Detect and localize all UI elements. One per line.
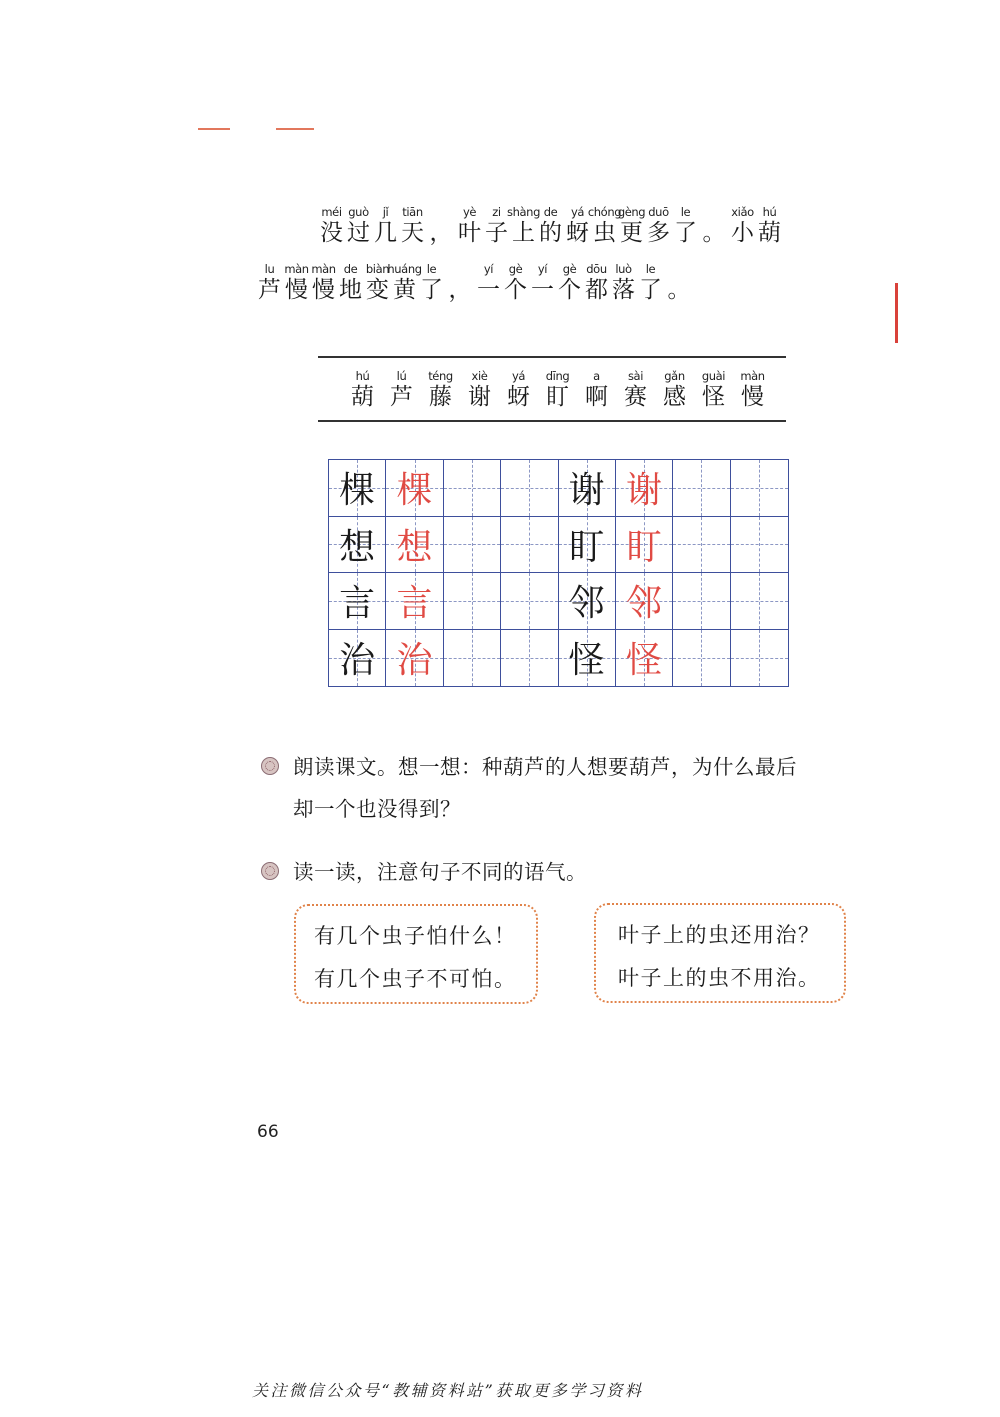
ruby-char: [343, 369, 382, 411]
ruby-char: [484, 205, 510, 247]
ruby-char: [346, 205, 372, 247]
trace-character: 谢: [626, 470, 663, 512]
pinyin: de: [343, 262, 358, 276]
hanzi: 叶: [458, 220, 481, 246]
model-character: 盯: [568, 526, 605, 568]
vocab-top-rule: [318, 356, 786, 358]
pinyin: duō: [648, 205, 669, 219]
bubble-right-sentence-1: 叶子上的虫还用治？: [618, 923, 821, 947]
pinyin: yá: [570, 205, 585, 219]
pinyin: luò: [615, 262, 632, 276]
ruby-char: [400, 205, 426, 247]
hanzi: 芦: [258, 277, 281, 303]
exercise-1-line-2: 却一个也没得到？: [293, 797, 461, 821]
hanzi: 过: [347, 220, 370, 246]
ruby-char: [373, 205, 399, 247]
pinyin: jǐ: [382, 205, 389, 219]
ruby-char: [284, 262, 310, 304]
pinyin: gè: [508, 262, 523, 276]
ruby-char: [311, 262, 337, 304]
pinyin: zi: [492, 205, 501, 219]
hanzi: 赛: [624, 384, 647, 410]
trace-character: 棵: [396, 470, 433, 512]
ruby-char: [382, 369, 421, 411]
hanzi: 了: [420, 277, 443, 303]
hanzi: 慢: [741, 384, 764, 410]
hanzi: 地: [339, 277, 362, 303]
model-character: 谢: [568, 470, 605, 512]
model-character: 想: [339, 526, 376, 568]
grid-cell: [501, 573, 558, 630]
pinyin: biàn: [365, 262, 390, 276]
hanzi: 更: [620, 220, 643, 246]
sentence-bubble-left: [294, 904, 538, 1004]
pinyin: sài: [627, 369, 644, 383]
ruby-char: [387, 262, 422, 304]
grid-cell: [501, 517, 558, 574]
ruby-char: [530, 262, 556, 304]
hanzi: 藤: [429, 384, 452, 410]
grid-cell: [329, 630, 386, 687]
grid-cell: [501, 460, 558, 517]
pinyin: gè: [562, 262, 577, 276]
hanzi: 个: [558, 277, 581, 303]
page-edge-mark: [895, 283, 898, 343]
pinyin: guài: [701, 369, 726, 383]
ruby-char: [319, 205, 345, 247]
pinyin: gèng: [617, 205, 646, 219]
pinyin: màn: [284, 262, 309, 276]
grid-cell: [444, 573, 501, 630]
hanzi: 虫: [593, 220, 616, 246]
punctuation: ，: [448, 277, 472, 303]
hanzi: 怪: [702, 384, 725, 410]
ruby-char: [584, 262, 610, 304]
pinyin: yá: [511, 369, 526, 383]
ruby-char: [257, 262, 283, 304]
grid-cell: [386, 573, 443, 630]
model-character: 邻: [568, 583, 605, 625]
grid-cell: [329, 517, 386, 574]
hanzi: 多: [647, 220, 670, 246]
hanzi: 没: [320, 220, 343, 246]
pinyin: hú: [355, 369, 370, 383]
hanzi: 几: [374, 220, 397, 246]
grid-cell: [616, 573, 673, 630]
ruby-char: [619, 205, 645, 247]
footer-note: 关注微信公众号“教辅资料站”获取更多学习资料: [252, 1381, 644, 1400]
hanzi: 落: [612, 277, 635, 303]
hanzi: 慢: [312, 277, 335, 303]
vocab-bottom-rule: [318, 420, 786, 422]
hanzi: 芦: [390, 384, 413, 410]
ruby-char: [757, 205, 783, 247]
hanzi: 小: [731, 220, 754, 246]
grid-cell: [731, 460, 788, 517]
hanzi: 慢: [285, 277, 308, 303]
pinyin: dōu: [586, 262, 607, 276]
grid-cell: [731, 573, 788, 630]
sentence-bubble-right: [594, 903, 846, 1003]
ruby-char: [507, 205, 540, 247]
hanzi: 啊: [585, 384, 608, 410]
pinyin: a: [593, 369, 600, 383]
bubble-left-sentence-2: 有几个虫子不可怕。: [314, 967, 517, 991]
pinyin: xiè: [471, 369, 488, 383]
pinyin: tiān: [402, 205, 423, 219]
hanzi: 黄: [393, 277, 416, 303]
grid-cell: [444, 460, 501, 517]
pinyin: le: [645, 262, 656, 276]
hanzi: 感: [663, 384, 686, 410]
pinyin: dīng: [545, 369, 570, 383]
hanzi: 了: [674, 220, 697, 246]
bubble-left-sentence-1: 有几个虫子怕什么！: [314, 924, 517, 948]
hanzi: 了: [639, 277, 662, 303]
hanzi: 一: [531, 277, 554, 303]
pinyin: màn: [311, 262, 336, 276]
grid-cell: [329, 460, 386, 517]
pinyin: shàng: [507, 205, 540, 219]
pinyin: lu: [264, 262, 275, 276]
ruby-char: [646, 205, 672, 247]
grid-cell: [673, 630, 730, 687]
ruby-char: [611, 262, 637, 304]
ruby-char: [557, 262, 583, 304]
writing-practice-grid: [328, 459, 789, 687]
exercise-1-line-1: 朗读课文。想一想：种葫芦的人想要葫芦，为什么最后: [293, 755, 797, 779]
grid-cell: [673, 460, 730, 517]
grid-cell: [386, 460, 443, 517]
grid-cell: [501, 630, 558, 687]
grid-cell: [559, 517, 616, 574]
grid-cell: [559, 460, 616, 517]
grid-cell: [559, 630, 616, 687]
pinyin: yí: [483, 262, 494, 276]
passage-line-2: [256, 262, 694, 304]
ruby-char: [730, 205, 756, 247]
pinyin: téng: [428, 369, 453, 383]
grid-cell: [559, 573, 616, 630]
grid-cell: [731, 630, 788, 687]
pinyin: lú: [396, 369, 407, 383]
ruby-char: [538, 205, 564, 247]
bubble-right-sentence-2: 叶子上的虫不用治。: [618, 966, 821, 990]
pinyin: gǎn: [664, 369, 685, 383]
punctuation: 。: [702, 220, 726, 246]
ruby-char: [577, 369, 616, 411]
hanzi: 上: [512, 220, 535, 246]
hanzi: 葫: [758, 220, 781, 246]
grid-cell: [616, 460, 673, 517]
ruby-char: [673, 205, 699, 247]
trace-character: 治: [396, 640, 433, 682]
hanzi: 一: [477, 277, 500, 303]
passage-line-1: [318, 205, 783, 247]
trace-character: 言: [396, 583, 433, 625]
ruby-char: [476, 262, 502, 304]
hanzi: 变: [366, 277, 389, 303]
hanzi: 都: [585, 277, 608, 303]
trace-character: 想: [396, 526, 433, 568]
exercise-bullet-icon: [261, 862, 279, 880]
pinyin: le: [426, 262, 437, 276]
hanzi: 谢: [468, 384, 491, 410]
ruby-char: [616, 369, 655, 411]
grid-cell: [444, 517, 501, 574]
pinyin: le: [680, 205, 691, 219]
ruby-char: [457, 205, 483, 247]
grid-cell: [386, 630, 443, 687]
pinyin: yè: [462, 205, 477, 219]
ruby-char: [419, 262, 445, 304]
grid-cell: [444, 630, 501, 687]
model-character: 怪: [568, 640, 605, 682]
ruby-char: [538, 369, 577, 411]
pinyin: xiǎo: [731, 205, 754, 219]
hanzi: 蚜: [566, 220, 589, 246]
exercise-bullet-icon: [261, 757, 279, 775]
vocab-list: [343, 369, 772, 411]
top-decorative-line-left: [198, 128, 230, 130]
model-character: 言: [339, 583, 376, 625]
model-character: 棵: [339, 470, 376, 512]
trace-character: 盯: [626, 526, 663, 568]
pinyin: guò: [348, 205, 369, 219]
grid-cell: [673, 517, 730, 574]
ruby-char: [499, 369, 538, 411]
punctuation: ，: [429, 220, 453, 246]
hanzi: 盯: [546, 384, 569, 410]
ruby-char: [638, 262, 664, 304]
hanzi: 的: [539, 220, 562, 246]
grid-cell: [731, 517, 788, 574]
ruby-char: [565, 205, 591, 247]
trace-character: 邻: [626, 583, 663, 625]
ruby-char: [421, 369, 460, 411]
hanzi: 天: [401, 220, 424, 246]
ruby-char: [655, 369, 694, 411]
hanzi: 个: [504, 277, 527, 303]
page-number: 66: [257, 1122, 279, 1142]
ruby-char: [587, 205, 622, 247]
pinyin: hú: [762, 205, 777, 219]
grid-cell: [673, 573, 730, 630]
ruby-char: [460, 369, 499, 411]
pinyin: de: [543, 205, 558, 219]
grid-cell: [616, 630, 673, 687]
top-decorative-line-right: [276, 128, 314, 130]
pinyin: huáng: [387, 262, 422, 276]
ruby-char: [694, 369, 733, 411]
pinyin: chóng: [587, 205, 622, 219]
ruby-char: [733, 369, 772, 411]
punctuation: 。: [667, 277, 691, 303]
exercise-2-text: 读一读，注意句子不同的语气。: [293, 860, 587, 884]
grid-cell: [616, 517, 673, 574]
trace-character: 怪: [626, 640, 663, 682]
pinyin: méi: [321, 205, 342, 219]
ruby-char: [338, 262, 364, 304]
hanzi: 子: [485, 220, 508, 246]
pinyin: màn: [740, 369, 765, 383]
pinyin: yí: [537, 262, 548, 276]
hanzi: 葫: [351, 384, 374, 410]
grid-cell: [386, 517, 443, 574]
hanzi: 蚜: [507, 384, 530, 410]
ruby-char: [503, 262, 529, 304]
grid-cell: [329, 573, 386, 630]
model-character: 治: [339, 640, 376, 682]
